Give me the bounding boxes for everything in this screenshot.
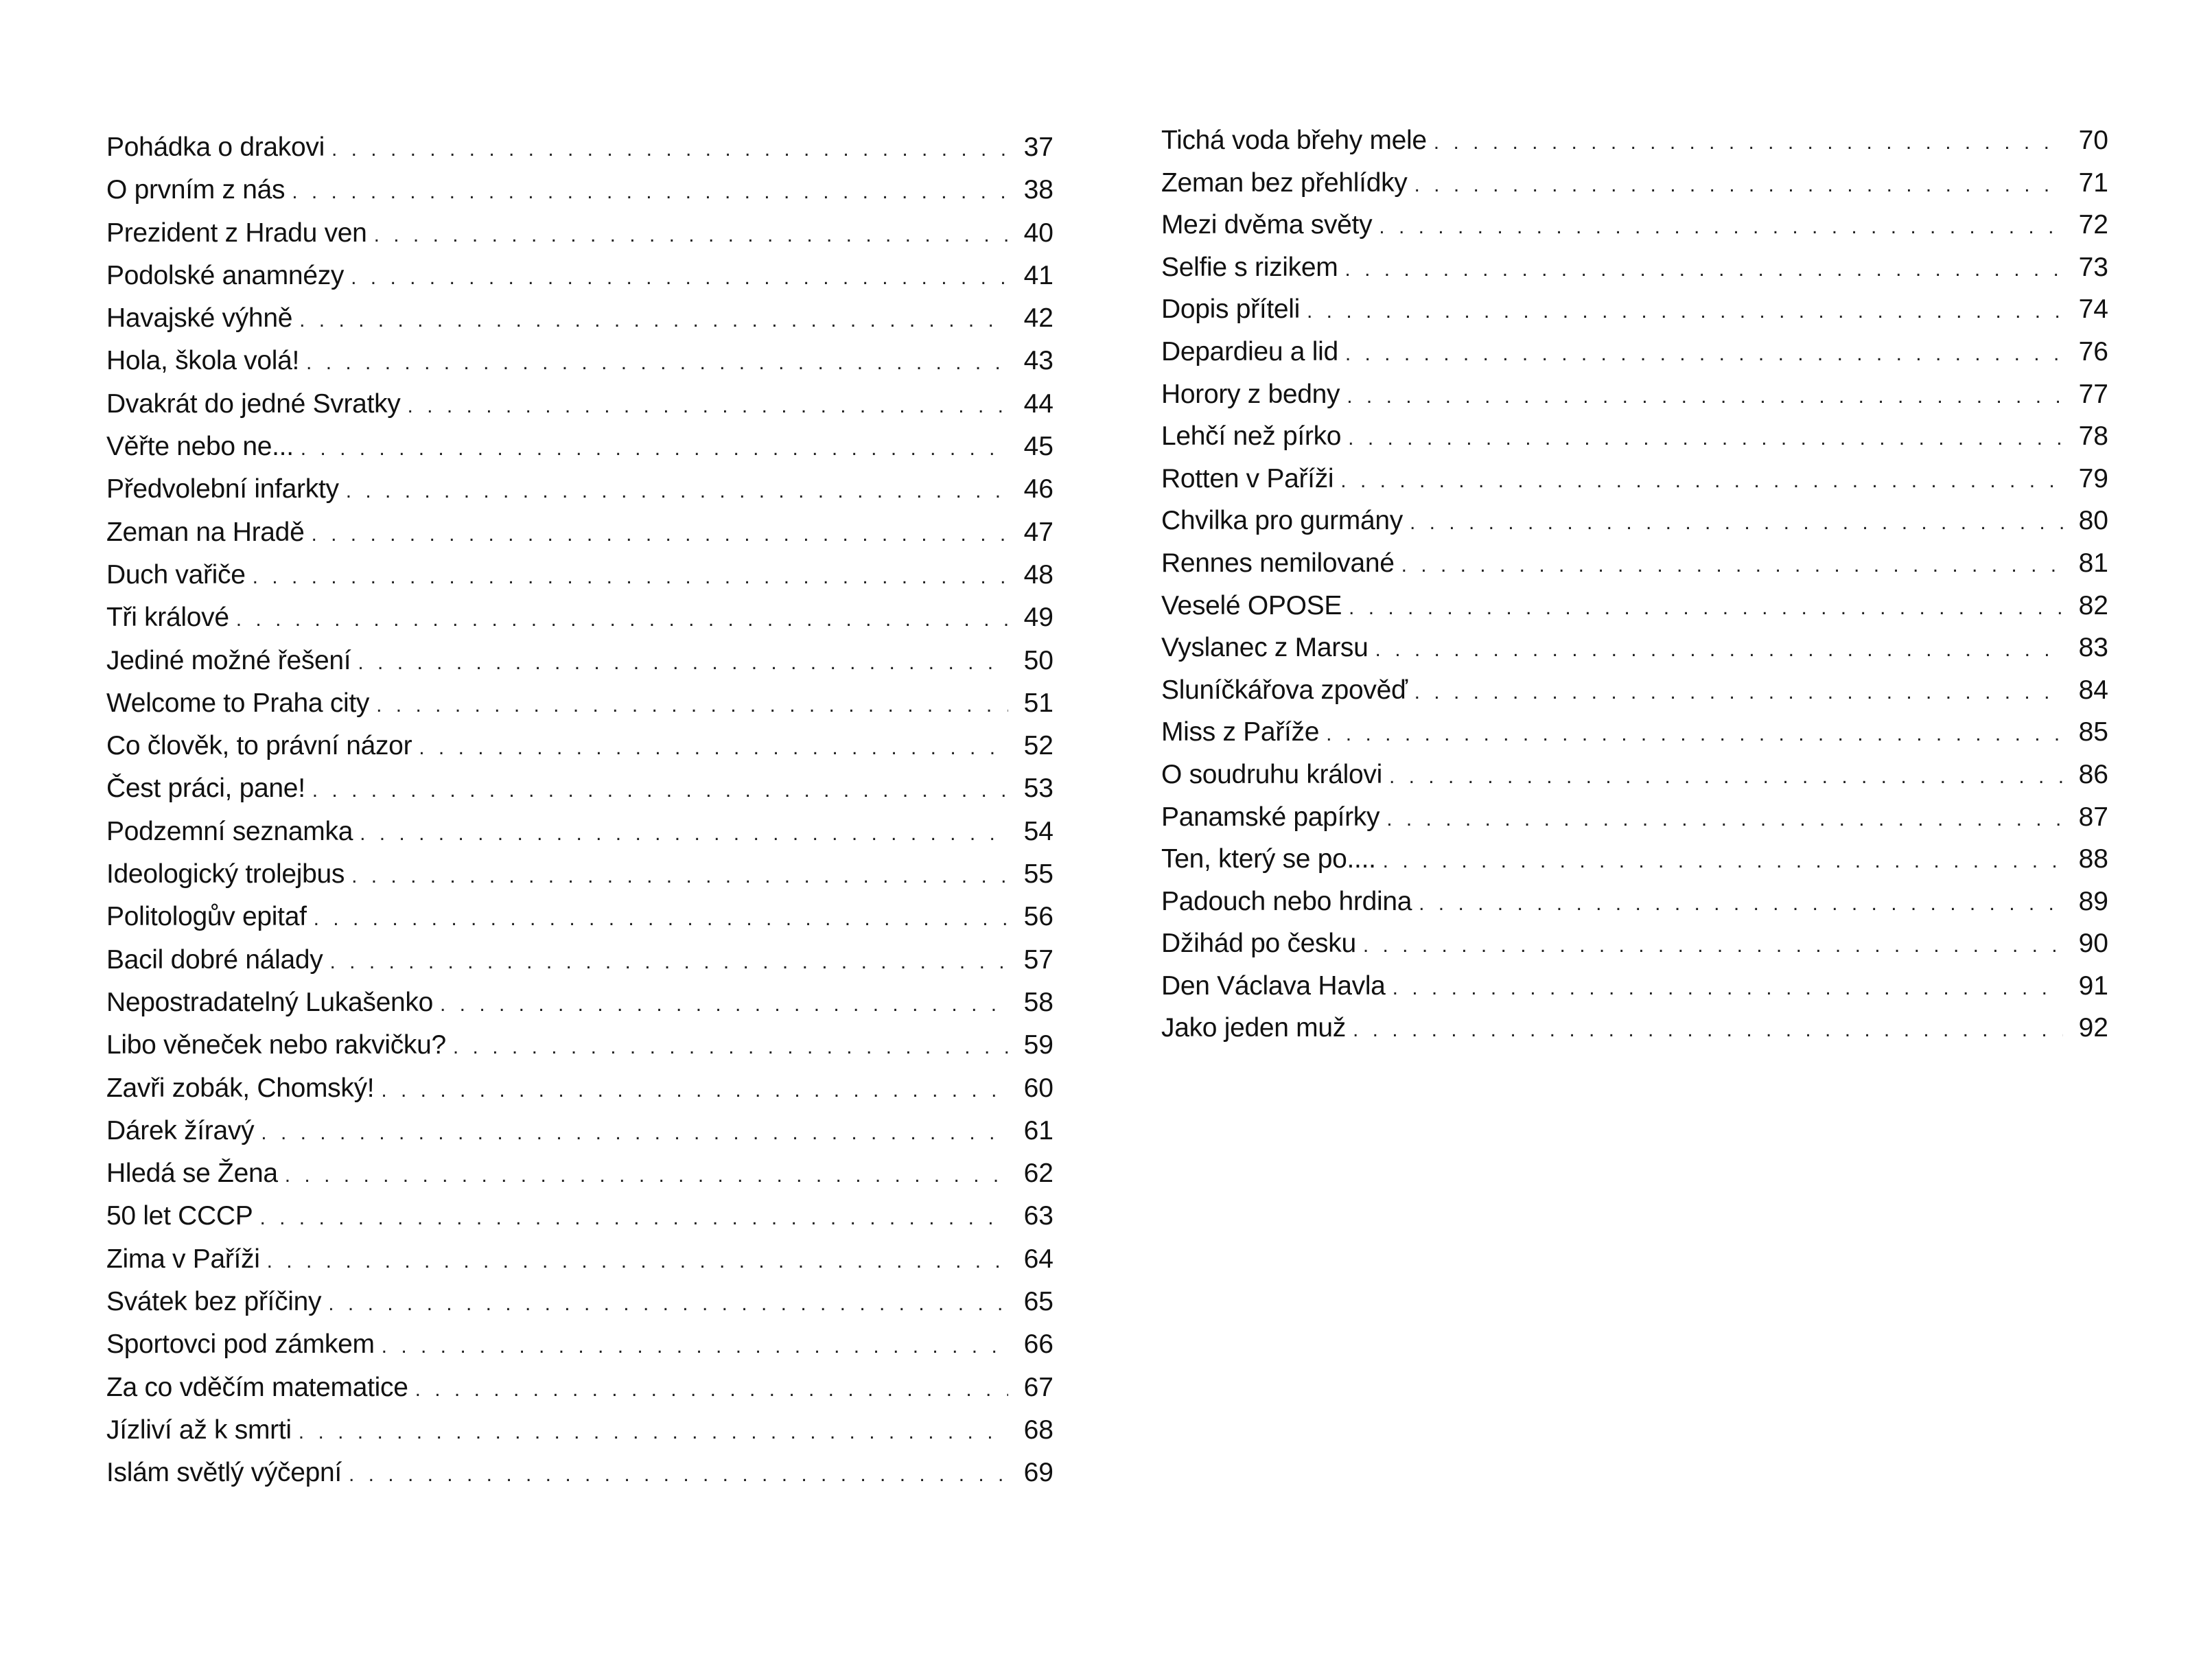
dot-leader [415,1369,1008,1411]
toc-entry [1161,373,2108,416]
toc-entry-title: Welcome to Praha city [106,688,370,718]
dot-leader [1349,587,2063,629]
toc-entry [106,682,1053,725]
toc-entry-page-number: 58 [1023,987,1053,1017]
toc-entry [106,255,1053,297]
toc-entry-page-number: 45 [1023,432,1053,462]
toc-entry-page-number: 67 [1023,1372,1053,1402]
toc-entry [1161,162,2108,205]
toc-entry-page-number: 91 [2078,970,2108,1001]
dot-leader [329,941,1008,984]
toc-entry-page-number: 62 [1023,1159,1053,1189]
toc-entry-page-number: 92 [2078,1013,2108,1043]
toc-entry-page-number: 87 [2078,802,2108,832]
toc-entry-title: Tři králové [106,603,229,633]
dot-leader [408,385,1008,428]
toc-entry-title: Džihád po česku [1161,929,1356,959]
toc-entry-page-number: 65 [1023,1287,1053,1317]
toc-entry-page-number: 86 [2078,759,2108,789]
dot-leader [1326,713,2063,756]
toc-entry-title: Svátek bez příčiny [106,1287,322,1317]
toc-entry-title: Podzemní seznamka [106,816,353,846]
toc-entry-page-number: 74 [2078,294,2108,325]
toc-left-column [106,126,1053,1495]
toc-entry-page-number: 73 [2078,252,2108,282]
toc-entry [1161,922,2108,965]
toc-entry-page-number: 54 [1023,816,1053,846]
toc-entry [1161,1007,2108,1049]
toc-entry-page-number: 81 [2078,548,2108,578]
toc-entry-title: Sluníčkářova zpověď [1161,675,1408,705]
dot-leader [299,299,1008,342]
toc-entry-title: Bacil dobré nálady [106,944,323,975]
toc-entry-page-number: 52 [1023,731,1053,761]
toc-entry-title: Sportovci pod zámkem [106,1329,375,1360]
toc-entry [1161,669,2108,712]
toc-entry [106,811,1053,853]
toc-entry-title: Miss z Paříže [1161,717,1320,747]
toc-entry [1161,754,2108,796]
toc-entry [106,468,1053,511]
toc-entry-title: Jako jeden muž [1161,1013,1346,1043]
toc-entry-title: Ideologický trolejbus [106,859,345,889]
toc-entry [1161,119,2108,162]
toc-entry-page-number: 82 [2078,590,2108,620]
toc-entry-title: Libo věneček nebo rakvičku? [106,1030,446,1060]
dot-leader [453,1026,1008,1069]
toc-entry-title: Politologův epitaf [106,902,307,932]
toc-entry-title: Zavři zobák, Chomský! [106,1073,375,1103]
toc-entry-page-number: 46 [1023,474,1053,504]
dot-leader [1410,502,2063,544]
toc-entry-page-number: 88 [2078,844,2108,874]
dot-leader [1386,798,2063,841]
dot-leader [1340,460,2063,502]
dot-leader [419,727,1008,769]
toc-entry-page-number: 53 [1023,774,1053,804]
toc-entry [106,511,1053,554]
dot-leader [351,257,1008,299]
toc-entry-title: Selfie s rizikem [1161,252,1338,282]
toc-entry-page-number: 77 [2078,379,2108,409]
toc-entry-page-number: 59 [1023,1030,1053,1060]
toc-entry-title: Veselé OPOSE [1161,590,1342,620]
toc-entry [1161,881,2108,923]
dot-leader [1393,967,2063,1010]
dot-leader [1389,756,2063,798]
toc-entry-page-number: 38 [1023,175,1053,205]
toc-entry-title: Dárek žíravý [106,1115,255,1146]
toc-entry-title: Zima v Paříži [106,1244,260,1274]
dot-leader [1344,248,2063,291]
toc-entry-title: Hola, škola volá! [106,346,300,376]
toc-entry [1161,288,2108,331]
toc-entry-title: Podolské anamnézy [106,260,345,290]
dot-leader [1363,924,2063,967]
dot-leader [346,470,1008,513]
toc-entry-title: Tichá voda břehy mele [1161,126,1427,155]
toc-entry [1161,965,2108,1008]
toc-entry [106,1367,1053,1409]
dot-leader [259,1197,1008,1240]
toc-entry-page-number: 51 [1023,688,1053,718]
toc-entry-title: Jízliví až k smrti [106,1415,292,1445]
toc-entry [106,340,1053,382]
toc-entry-page-number: 44 [1023,388,1053,419]
toc-entry-title: Prezident z Hradu ven [106,218,367,248]
toc-entry [1161,331,2108,373]
toc-entry-title: Nepostradatelný Lukašenko [106,987,433,1017]
toc-entry [106,1067,1053,1110]
toc-entry [106,1195,1053,1237]
toc-entry-page-number: 69 [1023,1458,1053,1488]
toc-entry [1161,711,2108,754]
toc-entry-page-number: 84 [2078,675,2108,705]
toc-entry-title: Vyslanec z Marsu [1161,633,1369,663]
dot-leader [1401,544,2063,587]
toc-entry-title: Čest práci, pane! [106,774,305,804]
toc-entry [106,853,1053,896]
toc-entry-title: O soudruhu královi [1161,759,1382,789]
toc-entry-page-number: 49 [1023,603,1053,633]
dot-leader [1419,883,2063,925]
toc-entry [106,725,1053,767]
toc-entry-title: Den Václava Havla [1161,970,1386,1001]
toc-entry-title: Panamské papírky [1161,802,1380,832]
dot-leader [1379,206,2063,248]
toc-entry-title: Depardieu a lid [1161,336,1338,367]
toc-entry [106,297,1053,340]
toc-entry [106,1452,1053,1494]
toc-entry [106,767,1053,810]
toc-entry [106,596,1053,639]
toc-entry-title: Co člověk, to právní názor [106,731,412,761]
toc-entry [1161,838,2108,881]
dot-leader [360,813,1008,855]
toc-entry-page-number: 61 [1023,1115,1053,1146]
toc-entry-title: Dopis příteli [1161,294,1301,325]
toc-entry-title: Padouch nebo hrdina [1161,886,1412,916]
dot-leader [1414,671,2063,714]
toc-right-column [1161,119,2108,1049]
toc-entry-title: Předvolební infarkty [106,474,339,504]
toc-entry-title: Věřte nebo ne... [106,432,294,462]
toc-entry-page-number: 50 [1023,645,1053,675]
dot-leader [1348,417,2063,460]
toc-entry [106,1024,1053,1067]
dot-leader [374,214,1008,257]
toc-entry [1161,627,2108,669]
dot-leader [349,1454,1008,1496]
dot-leader [1347,375,2063,418]
dot-leader [1375,629,2063,671]
toc-entry [106,554,1053,596]
toc-entry [1161,585,2108,627]
toc-entry [106,126,1053,169]
toc-entry [106,383,1053,426]
toc-entry-title: Havajské výhně [106,303,293,334]
toc-entry-title: Ten, který se po.... [1161,844,1376,874]
toc-entry-page-number: 47 [1023,517,1053,547]
toc-entry-page-number: 41 [1023,260,1053,290]
toc-entry-page-number: 78 [2078,421,2108,452]
toc-entry-title: Dvakrát do jedné Svratky [106,388,401,419]
toc-entry [106,640,1053,682]
toc-entry [1161,415,2108,458]
toc-entry [106,426,1053,468]
toc-entry-title: Lehčí než pírko [1161,421,1342,452]
dot-leader [1434,121,2063,164]
toc-entry [1161,458,2108,500]
toc-entry-page-number: 48 [1023,559,1053,590]
toc-entry-page-number: 76 [2078,336,2108,367]
toc-entry-page-number: 40 [1023,218,1053,248]
toc-entry-title: Rotten v Paříži [1161,463,1334,493]
toc-entry-page-number: 64 [1023,1244,1053,1274]
toc-entry [1161,500,2108,542]
dot-leader [292,171,1008,213]
toc-entry-page-number: 68 [1023,1415,1053,1445]
dot-leader [267,1240,1008,1283]
toc-entry [1161,542,2108,585]
toc-entry-title: O prvním z nás [106,175,286,205]
toc-entry-page-number: 90 [2078,929,2108,959]
toc-entry-page-number: 55 [1023,859,1053,889]
toc-entry [106,939,1053,981]
toc-entry-title: Rennes nemilované [1161,548,1395,578]
toc-entry-title: 50 let CCCP [106,1201,253,1231]
toc-entry-title: Horory z bedny [1161,379,1340,409]
toc-entry-page-number: 60 [1023,1073,1053,1103]
toc-entry-page-number: 63 [1023,1201,1053,1231]
toc-entry [106,1281,1053,1323]
toc-entry [106,1323,1053,1366]
toc-entry-page-number: 66 [1023,1329,1053,1360]
dot-leader [312,769,1008,812]
toc-entry-title: Hledá se Žena [106,1159,278,1189]
dot-leader [1307,290,2063,333]
dot-leader [328,1283,1008,1325]
dot-leader [381,1069,1008,1112]
toc-entry [106,212,1053,255]
toc-entry-page-number: 71 [2078,167,2108,198]
dot-leader [306,342,1008,384]
toc-entry-title: Zeman na Hradě [106,517,305,547]
toc-entry [106,169,1053,211]
toc-entry-title: Zeman bez přehlídky [1161,167,1408,198]
dot-leader [311,513,1008,556]
toc-entry-page-number: 37 [1023,132,1053,162]
dot-leader [1414,164,2063,207]
toc-entry-title: Jediné možné řešení [106,645,351,675]
toc-entry-page-number: 83 [2078,633,2108,663]
toc-entry [1161,204,2108,246]
toc-entry-page-number: 72 [2078,210,2108,240]
toc-entry-page-number: 70 [2078,126,2108,155]
toc-entry-page-number: 89 [2078,886,2108,916]
dot-leader [376,684,1008,727]
dot-leader [331,128,1008,171]
toc-entry-page-number: 43 [1023,346,1053,376]
toc-entry-page-number: 56 [1023,902,1053,932]
toc-entry-title: Pohádka o drakovi [106,132,325,162]
dot-leader [261,1112,1008,1154]
toc-entry-title: Duch vařiče [106,559,246,590]
dot-leader [351,855,1008,898]
toc-entry-page-number: 85 [2078,717,2108,747]
toc-entry [1161,796,2108,839]
dot-leader [285,1154,1008,1197]
toc-entry-title: Chvilka pro gurmány [1161,506,1403,536]
toc-entry [106,1152,1053,1195]
dot-leader [236,598,1008,641]
toc-entry-title: Mezi dvěma světy [1161,210,1373,240]
dot-leader [382,1325,1008,1368]
dot-leader [299,1411,1008,1454]
toc-entry-page-number: 79 [2078,463,2108,493]
toc-entry-title: Za co vděčím matematice [106,1372,408,1402]
dot-leader [253,556,1008,598]
toc-entry-page-number: 42 [1023,303,1053,334]
dot-leader [314,898,1008,940]
dot-leader [1353,1009,2063,1051]
toc-entry [106,981,1053,1024]
dot-leader [440,984,1008,1026]
toc-entry-page-number: 57 [1023,944,1053,975]
toc-entry [106,1409,1053,1452]
toc-entry-title: Islám světlý výčepní [106,1458,342,1488]
toc-entry [1161,246,2108,289]
toc-entry [106,1110,1053,1152]
toc-entry [106,896,1053,938]
dot-leader [1383,840,2063,883]
toc-entry [106,1238,1053,1281]
toc-entry-page-number: 80 [2078,506,2108,536]
dot-leader [1345,333,2063,375]
dot-leader [358,642,1008,684]
dot-leader [301,428,1008,470]
